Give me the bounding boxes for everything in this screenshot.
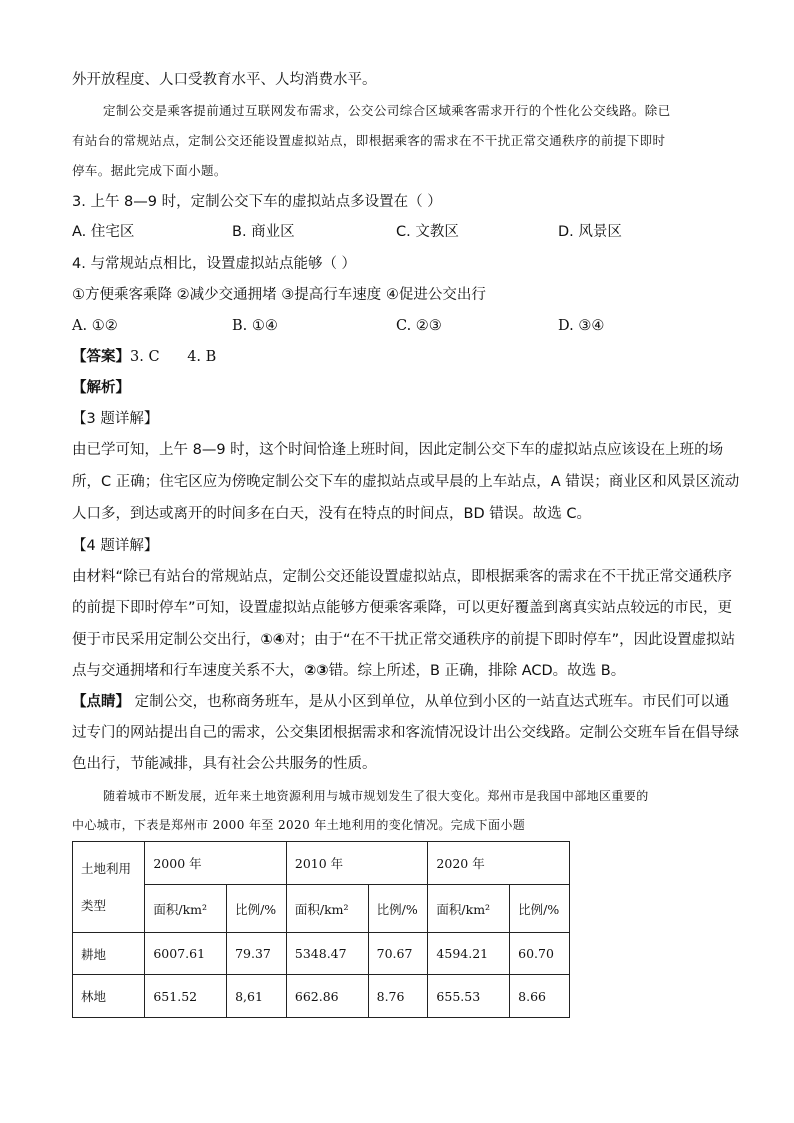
table-cell: 8,61 <box>227 975 287 1018</box>
q3-option-c: C. 文教区 <box>396 224 459 240</box>
intro-line: 外开放程度、人口受教育水平、人均消费水平。 <box>72 72 377 88</box>
passage2-line-2: 中心城市，下表是郑州市 2000 年至 2020 年土地利用的变化情况。完成下面小题 <box>72 818 526 832</box>
table-row <box>73 975 570 1018</box>
passage2-line-1: 随着城市不断发展，近年来土地资源利用与城市规划发生了很大变化。郑州市是我国中部地区重要的 <box>103 789 649 803</box>
detail3-tag: 【3 题详解】 <box>72 411 159 427</box>
q4-items: ①方便乘客乘降 ②减少交通拥堵 ③提高行车速度 ④促进公交出行 <box>72 287 486 303</box>
passage1-line-3: 停车。据此完成下面小题。 <box>72 163 227 178</box>
tip-line-3: 色出行，节能减排，具有社会公共服务的性质。 <box>72 756 377 772</box>
q4-option-a: A. ①② <box>72 318 118 334</box>
detail4-line-3-a: 便于市民采用定制公交出行， <box>72 632 261 648</box>
detail4-line-2: 的前提下即时停车”可知，设置虚拟站点能够方便乘客乘降，可以更好覆盖到离真实站点较远的市民，更 <box>72 600 733 616</box>
analysis-tag: 【解析】 <box>72 380 130 396</box>
table-year-2020: 2020 年 <box>428 842 570 885</box>
detail4-line-4-b: ②③ <box>304 663 329 679</box>
detail4-tag: 【4 题详解】 <box>72 538 159 554</box>
table-row-type: 林地 <box>73 975 145 1018</box>
detail4-line-4 <box>72 661 625 681</box>
answer-value: 3. C 4. B <box>130 349 217 365</box>
table-row-type: 耕地 <box>73 933 145 975</box>
table-area-header: 面积/km² <box>286 885 368 933</box>
q4-option-c: C. ②③ <box>396 318 442 334</box>
passage1-line-1: 定制公交是乘客提前通过互联网发布需求，公交公司综合区域乘客需求开行的个性化公交线路。除已 <box>103 103 671 118</box>
q3-option-d: D. 风景区 <box>558 224 622 240</box>
table-cell: 5348.47 <box>286 933 368 975</box>
table-type-header-line-2: 类型 <box>81 898 107 913</box>
detail3-line-3: 人口多，到达或离开的时间多在白天，没有在特点的时间点，BD 错误。故选 C。 <box>72 506 591 522</box>
table-area-header: 面积/km² <box>428 885 510 933</box>
table-area-header: 面积/km² <box>145 885 227 933</box>
q4-option-b: B. ①④ <box>232 318 278 334</box>
table-cell: 6007.61 <box>145 933 227 975</box>
tip-line-2: 过专门的网站提出自己的需求，公交集团根据需求和客流情况设计出公交线路。定制公交班车旨在倡导绿 <box>72 725 739 741</box>
table-row <box>73 933 570 975</box>
detail4-line-4-a: 点与交通拥堵和行车速度关系不大， <box>72 663 304 679</box>
table-ratio-header: 比例/% <box>227 885 287 933</box>
table-cell: 8.66 <box>510 975 570 1018</box>
q3-stem: 3. 上午 8—9 时，定制公交下车的虚拟站点多设置在（ ） <box>72 194 442 210</box>
tip-line-1-text: 定制公交，也称商务班车，是从小区到单位，从单位到小区的一站直达式班车。市民们可以通 <box>130 694 730 710</box>
table-cell: 655.53 <box>428 975 510 1018</box>
detail4-line-3-b: ①④ <box>260 632 286 648</box>
detail3-line-2: 所，C 正确；住宅区应为傍晚定制公交下车的虚拟站点或早晨的上车站点，A 错误；商业区和风景区流动 <box>72 474 740 490</box>
table-year-2000: 2000 年 <box>145 842 287 885</box>
land-use-table <box>72 841 570 1018</box>
table-type-header-line-1: 土地利用 <box>81 861 132 876</box>
answer-line <box>72 347 216 367</box>
q3-option-b: B. 商业区 <box>232 224 295 240</box>
q4-stem: 4. 与常规站点相比，设置虚拟站点能够（ ） <box>72 256 357 272</box>
answer-tag: 【答案】 <box>72 349 130 365</box>
table-type-header <box>73 842 145 933</box>
table-cell: 651.52 <box>145 975 227 1018</box>
table-year-2010: 2010 年 <box>286 842 428 885</box>
table-ratio-header: 比例/% <box>510 885 570 933</box>
detail3-line-1: 由已学可知，上午 8—9 时，这个时间恰逢上班时间，因此定制公交下车的虚拟站点应该设在上班的场 <box>72 442 724 458</box>
table-cell: 662.86 <box>286 975 368 1018</box>
detail4-line-3-c: 对；由于“在不干扰正常交通秩序的前提下即时停车”，因此设置虚拟站 <box>285 632 736 648</box>
detail4-line-4-c: 错。综上所述，B 正确，排除 ACD。故选 B。 <box>328 663 626 679</box>
table-ratio-header: 比例/% <box>368 885 428 933</box>
detail4-line-1: 由材料“除已有站台的常规站点，定制公交还能设置虚拟站点，即根据乘客的需求在不干扰正常交通秩序 <box>72 569 733 585</box>
q4-option-d: D. ③④ <box>558 318 605 334</box>
table-cell: 8.76 <box>368 975 428 1018</box>
table-cell: 70.67 <box>368 933 428 975</box>
table-cell: 79.37 <box>227 933 287 975</box>
detail4-line-3 <box>72 630 735 650</box>
table-cell: 60.70 <box>510 933 570 975</box>
tip-line-1 <box>72 692 729 712</box>
tip-tag: 【点睛】 <box>72 694 130 710</box>
table-cell: 4594.21 <box>428 933 510 975</box>
q3-option-a: A. 住宅区 <box>72 224 135 240</box>
passage1-line-2: 有站台的常规站点，定制公交还能设置虚拟站点，即根据乘客的需求在不干扰正常交通秩序的前提下即时 <box>72 133 666 148</box>
